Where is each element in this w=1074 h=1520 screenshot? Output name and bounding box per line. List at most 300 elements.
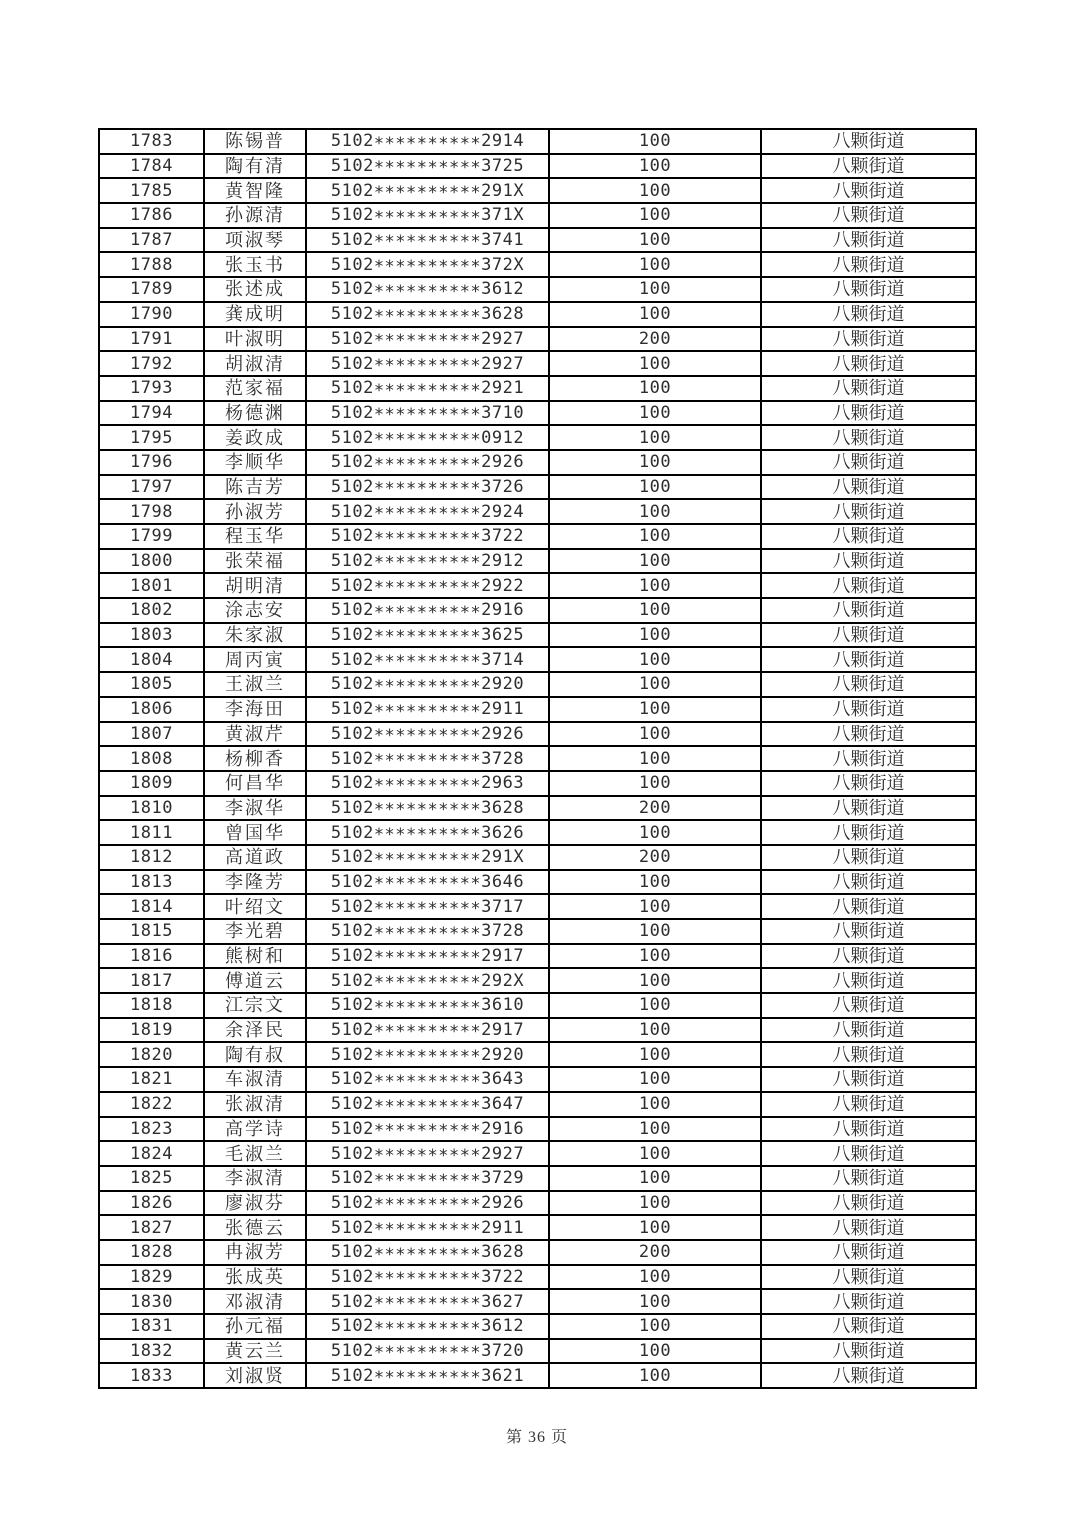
cell-district: 八颗街道 [761,573,976,598]
cell-id-number: 5102**********2911 [306,697,549,722]
cell-person-name: 涂志安 [204,598,306,623]
cell-id-number: 5102**********291X [306,178,549,203]
cell-district: 八颗街道 [761,425,976,450]
table-row [99,154,976,179]
cell-person-name: 项淑琴 [204,228,306,253]
cell-id-number: 5102**********3722 [306,524,549,549]
cell-row-index: 1817 [99,968,204,993]
cell-id-number: 5102**********3726 [306,475,549,500]
cell-row-index: 1804 [99,647,204,672]
roster-table [98,128,977,1389]
cell-district: 八颗街道 [761,771,976,796]
cell-id-number: 5102**********3626 [306,820,549,845]
table-row [99,1215,976,1240]
cell-row-index: 1799 [99,524,204,549]
cell-district: 八颗街道 [761,1265,976,1290]
cell-id-number: 5102**********292X [306,968,549,993]
cell-amount: 100 [549,894,761,919]
roster-body [99,129,976,1388]
cell-amount: 200 [549,327,761,352]
cell-person-name: 王淑兰 [204,672,306,697]
cell-district: 八颗街道 [761,1092,976,1117]
table-row [99,573,976,598]
cell-district: 八颗街道 [761,351,976,376]
cell-district: 八颗街道 [761,993,976,1018]
cell-amount: 100 [549,277,761,302]
cell-person-name: 陈吉芳 [204,475,306,500]
cell-district: 八颗街道 [761,1117,976,1142]
table-row [99,376,976,401]
cell-district: 八颗街道 [761,1166,976,1191]
cell-row-index: 1806 [99,697,204,722]
table-row [99,894,976,919]
cell-id-number: 5102**********2921 [306,376,549,401]
cell-id-number: 5102**********2916 [306,1117,549,1142]
cell-district: 八颗街道 [761,203,976,228]
cell-district: 八颗街道 [761,277,976,302]
cell-id-number: 5102**********3714 [306,647,549,672]
cell-amount: 100 [549,1042,761,1067]
page-number: 第 36 页 [505,1429,568,1446]
cell-district: 八颗街道 [761,722,976,747]
cell-amount: 100 [549,1092,761,1117]
table-row [99,327,976,352]
cell-district: 八颗街道 [761,623,976,648]
cell-id-number: 5102**********3612 [306,1314,549,1339]
cell-amount: 100 [549,598,761,623]
table-row [99,746,976,771]
cell-amount: 100 [549,746,761,771]
cell-id-number: 5102**********3628 [306,1240,549,1265]
table-row [99,598,976,623]
cell-id-number: 5102**********2924 [306,499,549,524]
cell-person-name: 李顺华 [204,450,306,475]
table-row [99,870,976,895]
cell-id-number: 5102**********2917 [306,1018,549,1043]
cell-district: 八颗街道 [761,524,976,549]
cell-district: 八颗街道 [761,845,976,870]
cell-row-index: 1801 [99,573,204,598]
table-row [99,697,976,722]
cell-district: 八颗街道 [761,1018,976,1043]
table-row [99,771,976,796]
cell-amount: 100 [549,351,761,376]
cell-amount: 100 [549,1018,761,1043]
cell-district: 八颗街道 [761,401,976,426]
cell-person-name: 张荣福 [204,549,306,574]
table-row [99,129,976,154]
cell-district: 八颗街道 [761,1363,976,1388]
cell-amount: 100 [549,302,761,327]
cell-district: 八颗街道 [761,1339,976,1364]
cell-amount: 100 [549,1314,761,1339]
cell-amount: 100 [549,1117,761,1142]
cell-row-index: 1803 [99,623,204,648]
cell-row-index: 1795 [99,425,204,450]
table-row [99,401,976,426]
table-row [99,228,976,253]
cell-row-index: 1789 [99,277,204,302]
cell-person-name: 胡淑清 [204,351,306,376]
cell-row-index: 1787 [99,228,204,253]
cell-person-name: 傅道云 [204,968,306,993]
cell-amount: 100 [549,499,761,524]
table-row [99,277,976,302]
table-row [99,1265,976,1290]
cell-person-name: 陶有清 [204,154,306,179]
cell-person-name: 张德云 [204,1215,306,1240]
cell-person-name: 高学诗 [204,1117,306,1142]
cell-person-name: 何昌华 [204,771,306,796]
table-row [99,524,976,549]
cell-row-index: 1800 [99,549,204,574]
cell-row-index: 1796 [99,450,204,475]
cell-id-number: 5102**********2926 [306,1191,549,1216]
table-row [99,549,976,574]
cell-row-index: 1824 [99,1141,204,1166]
table-row [99,672,976,697]
table-row [99,1191,976,1216]
cell-amount: 100 [549,1191,761,1216]
table-row [99,1042,976,1067]
cell-person-name: 周丙寅 [204,647,306,672]
cell-amount: 100 [549,993,761,1018]
cell-district: 八颗街道 [761,549,976,574]
cell-person-name: 黄淑芹 [204,722,306,747]
cell-row-index: 1819 [99,1018,204,1043]
cell-person-name: 张成英 [204,1265,306,1290]
table-row [99,1166,976,1191]
cell-row-index: 1822 [99,1092,204,1117]
cell-row-index: 1833 [99,1363,204,1388]
cell-row-index: 1815 [99,919,204,944]
cell-id-number: 5102**********3728 [306,746,549,771]
cell-person-name: 熊树和 [204,944,306,969]
cell-id-number: 5102**********2926 [306,450,549,475]
cell-person-name: 刘淑贤 [204,1363,306,1388]
cell-amount: 100 [549,178,761,203]
cell-person-name: 李淑清 [204,1166,306,1191]
cell-district: 八颗街道 [761,1042,976,1067]
cell-row-index: 1810 [99,796,204,821]
cell-id-number: 5102**********2926 [306,722,549,747]
cell-row-index: 1820 [99,1042,204,1067]
cell-person-name: 车淑清 [204,1067,306,1092]
cell-id-number: 5102**********3628 [306,302,549,327]
cell-district: 八颗街道 [761,672,976,697]
table-row [99,919,976,944]
table-row [99,425,976,450]
cell-row-index: 1792 [99,351,204,376]
cell-district: 八颗街道 [761,228,976,253]
cell-person-name: 姜政成 [204,425,306,450]
cell-id-number: 5102**********3720 [306,1339,549,1364]
cell-row-index: 1813 [99,870,204,895]
cell-id-number: 5102**********0912 [306,425,549,450]
table-row [99,1289,976,1314]
cell-row-index: 1798 [99,499,204,524]
cell-id-number: 5102**********2927 [306,327,549,352]
cell-row-index: 1785 [99,178,204,203]
cell-id-number: 5102**********3722 [306,1265,549,1290]
cell-id-number: 5102**********2963 [306,771,549,796]
cell-id-number: 5102**********2927 [306,1141,549,1166]
cell-id-number: 5102**********3710 [306,401,549,426]
table-row [99,1339,976,1364]
table-row [99,351,976,376]
cell-person-name: 张述成 [204,277,306,302]
cell-district: 八颗街道 [761,944,976,969]
cell-person-name: 杨柳香 [204,746,306,771]
cell-person-name: 毛淑兰 [204,1141,306,1166]
cell-person-name: 曾国华 [204,820,306,845]
cell-district: 八颗街道 [761,1215,976,1240]
cell-person-name: 叶淑明 [204,327,306,352]
cell-district: 八颗街道 [761,1289,976,1314]
table-row [99,1314,976,1339]
table-row [99,1117,976,1142]
cell-district: 八颗街道 [761,796,976,821]
table-row [99,1018,976,1043]
cell-amount: 100 [549,722,761,747]
cell-id-number: 5102**********291X [306,845,549,870]
cell-person-name: 孙淑芳 [204,499,306,524]
table-row [99,178,976,203]
cell-row-index: 1825 [99,1166,204,1191]
cell-amount: 100 [549,1289,761,1314]
cell-id-number: 5102**********3646 [306,870,549,895]
cell-person-name: 龚成明 [204,302,306,327]
cell-district: 八颗街道 [761,820,976,845]
cell-person-name: 廖淑芬 [204,1191,306,1216]
cell-amount: 100 [549,820,761,845]
cell-id-number: 5102**********3729 [306,1166,549,1191]
cell-amount: 100 [549,376,761,401]
cell-district: 八颗街道 [761,1191,976,1216]
cell-amount: 100 [549,968,761,993]
cell-id-number: 5102**********3627 [306,1289,549,1314]
cell-row-index: 1821 [99,1067,204,1092]
table-row [99,1092,976,1117]
cell-row-index: 1802 [99,598,204,623]
cell-person-name: 李淑华 [204,796,306,821]
cell-id-number: 5102**********3612 [306,277,549,302]
cell-amount: 200 [549,796,761,821]
cell-amount: 100 [549,1141,761,1166]
cell-person-name: 李光碧 [204,919,306,944]
table-row [99,796,976,821]
cell-district: 八颗街道 [761,376,976,401]
cell-district: 八颗街道 [761,919,976,944]
cell-row-index: 1816 [99,944,204,969]
table-row [99,993,976,1018]
cell-amount: 100 [549,870,761,895]
table-row [99,203,976,228]
table-row [99,499,976,524]
cell-row-index: 1828 [99,1240,204,1265]
cell-amount: 100 [549,475,761,500]
cell-amount: 100 [549,1339,761,1364]
table-row [99,820,976,845]
cell-person-name: 程玉华 [204,524,306,549]
cell-person-name: 朱家淑 [204,623,306,648]
cell-id-number: 5102**********372X [306,252,549,277]
cell-row-index: 1805 [99,672,204,697]
cell-id-number: 5102**********3725 [306,154,549,179]
cell-amount: 100 [549,1166,761,1191]
cell-amount: 100 [549,573,761,598]
cell-row-index: 1818 [99,993,204,1018]
cell-row-index: 1786 [99,203,204,228]
cell-person-name: 黄智隆 [204,178,306,203]
table-row [99,647,976,672]
cell-id-number: 5102**********2914 [306,129,549,154]
cell-row-index: 1808 [99,746,204,771]
cell-amount: 100 [549,647,761,672]
cell-person-name: 黄云兰 [204,1339,306,1364]
cell-person-name: 孙源清 [204,203,306,228]
cell-id-number: 5102**********3628 [306,796,549,821]
cell-amount: 100 [549,252,761,277]
cell-person-name: 孙元福 [204,1314,306,1339]
cell-district: 八颗街道 [761,1067,976,1092]
cell-id-number: 5102**********2912 [306,549,549,574]
cell-id-number: 5102**********3621 [306,1363,549,1388]
cell-row-index: 1829 [99,1265,204,1290]
cell-district: 八颗街道 [761,1314,976,1339]
cell-row-index: 1788 [99,252,204,277]
cell-amount: 100 [549,672,761,697]
cell-district: 八颗街道 [761,252,976,277]
cell-person-name: 陈锡普 [204,129,306,154]
cell-row-index: 1826 [99,1191,204,1216]
cell-amount: 100 [549,1265,761,1290]
cell-amount: 100 [549,1363,761,1388]
cell-id-number: 5102**********2920 [306,672,549,697]
cell-row-index: 1809 [99,771,204,796]
cell-row-index: 1823 [99,1117,204,1142]
cell-amount: 100 [549,154,761,179]
cell-row-index: 1812 [99,845,204,870]
table-row [99,302,976,327]
cell-district: 八颗街道 [761,746,976,771]
cell-district: 八颗街道 [761,475,976,500]
cell-person-name: 胡明清 [204,573,306,598]
cell-amount: 100 [549,697,761,722]
cell-person-name: 陶有叔 [204,1042,306,1067]
cell-id-number: 5102**********2927 [306,351,549,376]
cell-amount: 200 [549,845,761,870]
cell-person-name: 高道政 [204,845,306,870]
cell-district: 八颗街道 [761,450,976,475]
cell-row-index: 1811 [99,820,204,845]
cell-row-index: 1827 [99,1215,204,1240]
cell-person-name: 张淑清 [204,1092,306,1117]
cell-person-name: 江宗文 [204,993,306,1018]
table-row [99,1363,976,1388]
cell-row-index: 1794 [99,401,204,426]
cell-person-name: 叶绍文 [204,894,306,919]
cell-amount: 100 [549,1215,761,1240]
table-row [99,944,976,969]
cell-amount: 100 [549,524,761,549]
cell-amount: 200 [549,1240,761,1265]
table-row [99,845,976,870]
cell-district: 八颗街道 [761,697,976,722]
cell-amount: 100 [549,919,761,944]
cell-row-index: 1791 [99,327,204,352]
cell-id-number: 5102**********3610 [306,993,549,1018]
cell-row-index: 1832 [99,1339,204,1364]
cell-id-number: 5102**********3741 [306,228,549,253]
cell-district: 八颗街道 [761,154,976,179]
cell-amount: 100 [549,944,761,969]
cell-amount: 100 [549,129,761,154]
cell-row-index: 1814 [99,894,204,919]
cell-id-number: 5102**********3647 [306,1092,549,1117]
table-row [99,1240,976,1265]
table-row [99,450,976,475]
table-row [99,252,976,277]
cell-id-number: 5102**********3643 [306,1067,549,1092]
cell-id-number: 5102**********3625 [306,623,549,648]
cell-row-index: 1830 [99,1289,204,1314]
cell-row-index: 1831 [99,1314,204,1339]
cell-person-name: 冉淑芳 [204,1240,306,1265]
table-row [99,1141,976,1166]
cell-district: 八颗街道 [761,968,976,993]
cell-amount: 100 [549,771,761,796]
cell-district: 八颗街道 [761,598,976,623]
cell-person-name: 李隆芳 [204,870,306,895]
table-row [99,1067,976,1092]
cell-district: 八颗街道 [761,1240,976,1265]
cell-row-index: 1783 [99,129,204,154]
cell-person-name: 杨德渊 [204,401,306,426]
cell-amount: 100 [549,623,761,648]
cell-amount: 100 [549,203,761,228]
table-row [99,623,976,648]
cell-id-number: 5102**********2911 [306,1215,549,1240]
cell-id-number: 5102**********2916 [306,598,549,623]
cell-amount: 100 [549,1067,761,1092]
cell-amount: 100 [549,450,761,475]
cell-district: 八颗街道 [761,647,976,672]
cell-id-number: 5102**********3717 [306,894,549,919]
cell-person-name: 张玉书 [204,252,306,277]
cell-district: 八颗街道 [761,870,976,895]
cell-amount: 100 [549,401,761,426]
cell-district: 八颗街道 [761,499,976,524]
cell-district: 八颗街道 [761,894,976,919]
cell-amount: 100 [549,228,761,253]
cell-person-name: 李海田 [204,697,306,722]
cell-person-name: 邓淑清 [204,1289,306,1314]
cell-row-index: 1797 [99,475,204,500]
cell-district: 八颗街道 [761,178,976,203]
cell-district: 八颗街道 [761,302,976,327]
table-row [99,968,976,993]
cell-row-index: 1807 [99,722,204,747]
cell-amount: 100 [549,425,761,450]
cell-row-index: 1784 [99,154,204,179]
cell-person-name: 余泽民 [204,1018,306,1043]
table-row [99,722,976,747]
cell-district: 八颗街道 [761,1141,976,1166]
cell-id-number: 5102**********2922 [306,573,549,598]
cell-person-name: 范家福 [204,376,306,401]
cell-id-number: 5102**********2920 [306,1042,549,1067]
